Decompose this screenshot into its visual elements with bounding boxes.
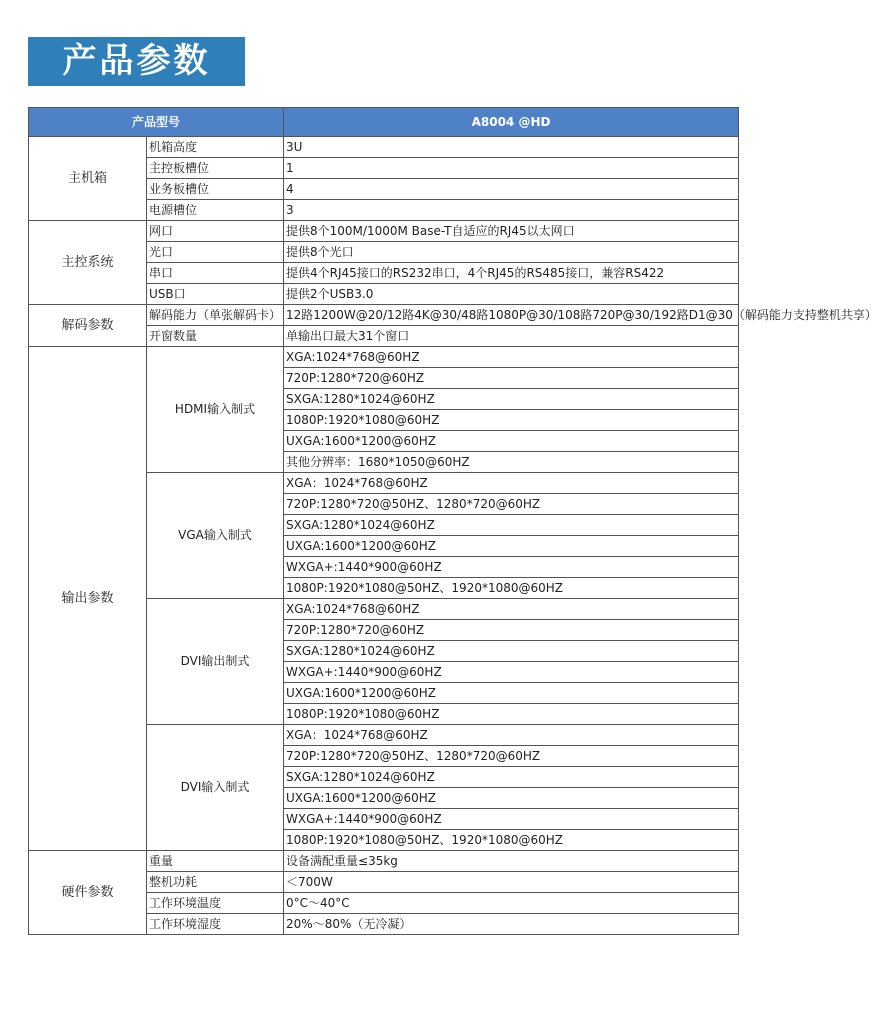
table-row	[29, 221, 739, 242]
row-value: 20%～80%（无冷凝）	[284, 914, 739, 935]
row-value: 提供8个光口	[284, 242, 739, 263]
category-hardware: 硬件参数	[29, 851, 147, 935]
format-value: SXGA:1280*1024@60HZ	[284, 515, 739, 536]
row-value: 提供4个RJ45接口的RS232串口，4个RJ45的RS485接口，兼容RS422	[284, 263, 739, 284]
row-value: 1	[284, 158, 739, 179]
group-vga-input: VGA输入制式	[147, 473, 284, 599]
row-name: 光口	[147, 242, 284, 263]
row-value: 设备满配重量≤35kg	[284, 851, 739, 872]
format-value: UXGA:1600*1200@60HZ	[284, 683, 739, 704]
format-value: WXGA+:1440*900@60HZ	[284, 557, 739, 578]
format-value: 720P:1280*720@50HZ、1280*720@60HZ	[284, 494, 739, 515]
row-value: 0°C～40°C	[284, 893, 739, 914]
format-value: 720P:1280*720@60HZ	[284, 620, 739, 641]
category-decode: 解码参数	[29, 305, 147, 347]
format-value: 1080P:1920*1080@60HZ	[284, 410, 739, 431]
format-value: 720P:1280*720@50HZ、1280*720@60HZ	[284, 746, 739, 767]
table-row	[29, 137, 739, 158]
row-name: 串口	[147, 263, 284, 284]
row-value: 单输出口最大31个窗口	[284, 326, 739, 347]
table-header-row	[29, 108, 739, 137]
format-value: XGA:1024*768@60HZ	[284, 347, 739, 368]
format-value: WXGA+:1440*900@60HZ	[284, 662, 739, 683]
category-host: 主机箱	[29, 137, 147, 221]
row-name: 机箱高度	[147, 137, 284, 158]
row-name: 重量	[147, 851, 284, 872]
row-value: 12路1200W@20/12路4K@30/48路1080P@30/108路720P@30/192路D1@30（解码能力支持整机共享）	[284, 305, 739, 326]
row-name: 整机功耗	[147, 872, 284, 893]
category-control: 主控系统	[29, 221, 147, 305]
row-name: USB口	[147, 284, 284, 305]
header-model-value: A8004 @HD	[284, 108, 739, 137]
row-value: 3U	[284, 137, 739, 158]
row-name: 网口	[147, 221, 284, 242]
table-row	[29, 305, 739, 326]
format-value: 720P:1280*720@60HZ	[284, 368, 739, 389]
format-value: SXGA:1280*1024@60HZ	[284, 767, 739, 788]
group-dvi-input: DVI输入制式	[147, 725, 284, 851]
row-value: 提供8个100M/1000M Base-T自适应的RJ45以太网口	[284, 221, 739, 242]
row-value: 4	[284, 179, 739, 200]
table-row	[29, 347, 739, 368]
format-value: XGA:1024*768@60HZ	[284, 599, 739, 620]
category-output: 输出参数	[29, 347, 147, 851]
format-value: 1080P:1920*1080@60HZ	[284, 704, 739, 725]
row-name: 主控板槽位	[147, 158, 284, 179]
table-row	[29, 851, 739, 872]
group-hdmi-input: HDMI输入制式	[147, 347, 284, 473]
spec-table	[28, 107, 877, 935]
format-value: UXGA:1600*1200@60HZ	[284, 536, 739, 557]
format-value: SXGA:1280*1024@60HZ	[284, 641, 739, 662]
row-value: 提供2个USB3.0	[284, 284, 739, 305]
format-value: XGA：1024*768@60HZ	[284, 725, 739, 746]
format-value: SXGA:1280*1024@60HZ	[284, 389, 739, 410]
format-value: UXGA:1600*1200@60HZ	[284, 431, 739, 452]
row-name: 业务板槽位	[147, 179, 284, 200]
group-dvi-output: DVI输出制式	[147, 599, 284, 725]
row-name: 工作环境温度	[147, 893, 284, 914]
row-name: 开窗数量	[147, 326, 284, 347]
row-name: 工作环境湿度	[147, 914, 284, 935]
page-title: 产品参数	[28, 37, 245, 86]
format-value: 1080P:1920*1080@50HZ、1920*1080@60HZ	[284, 830, 739, 851]
format-value: 其他分辨率：1680*1050@60HZ	[284, 452, 739, 473]
row-name: 解码能力（单张解码卡）	[147, 305, 284, 326]
row-name: 电源槽位	[147, 200, 284, 221]
format-value: WXGA+:1440*900@60HZ	[284, 809, 739, 830]
format-value: 1080P:1920*1080@50HZ、1920*1080@60HZ	[284, 578, 739, 599]
format-value: UXGA:1600*1200@60HZ	[284, 788, 739, 809]
header-model-label: 产品型号	[29, 108, 284, 137]
row-value: ＜700W	[284, 872, 739, 893]
row-value: 3	[284, 200, 739, 221]
format-value: XGA：1024*768@60HZ	[284, 473, 739, 494]
